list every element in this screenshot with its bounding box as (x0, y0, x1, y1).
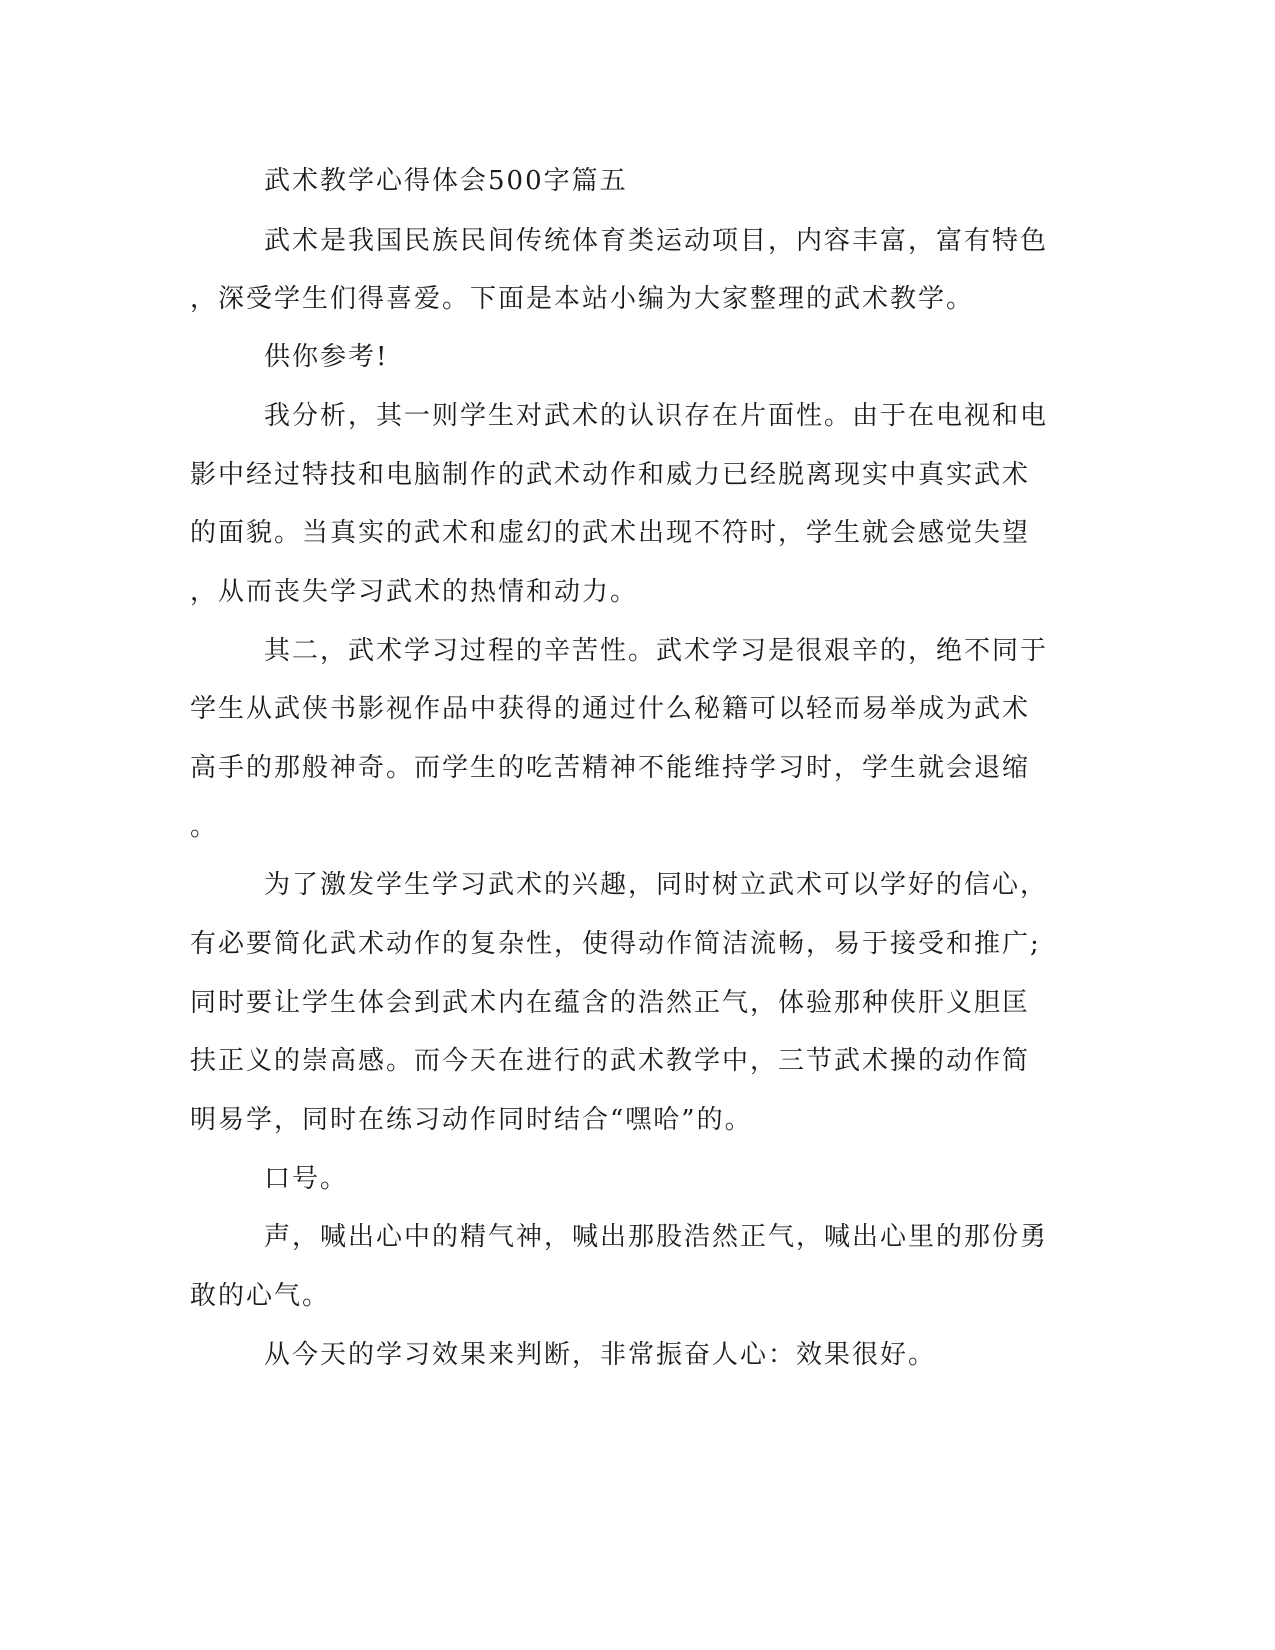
paragraph-3-line-4: ，从而丧失学习武术的热情和动力。 (190, 577, 639, 607)
paragraph-5-line-4: 扶正义的崇高感。而今天在进行的武术教学中，三节武术操的动作简 (190, 1046, 1031, 1076)
paragraph-1-line-2: ，深受学生们得喜爱。下面是本站小编为大家整理的武术教学。 (190, 284, 975, 314)
paragraph-6-line-1: 口号。 (264, 1164, 349, 1194)
paragraph-5-line-5: 明易学，同时在练习动作同时结合“嘿哈”的。 (190, 1105, 753, 1135)
paragraph-4-line-3: 高手的那般神奇。而学生的吃苦精神不能维持学习时，学生就会退缩 (190, 753, 1031, 783)
paragraph-5-line-2: 有必要简化武术动作的复杂性，使得动作简洁流畅，易于接受和推广; (190, 929, 1041, 959)
paragraph-4-line-2: 学生从武侠书影视作品中获得的通过什么秘籍可以轻而易举成为武术 (190, 694, 1031, 724)
paragraph-5-line-3: 同时要让学生体会到武术内在蕴含的浩然正气，体验那种侠肝义胆匡 (190, 988, 1031, 1018)
paragraph-5-line-1: 为了激发学生学习武术的兴趣，同时树立武术可以学好的信心， (264, 870, 1049, 900)
paragraph-4-line-1: 其二，武术学习过程的辛苦性。武术学习是很艰辛的，绝不同于 (264, 636, 1049, 666)
paragraph-8-line-1: 从今天的学习效果来判断，非常振奋人心：效果很好。 (264, 1340, 937, 1370)
paragraph-7-line-1: 声，喊出心中的精气神，喊出那股浩然正气，喊出心里的那份勇 (264, 1222, 1049, 1252)
document-title: 武术教学心得体会500字篇五 (264, 166, 628, 196)
paragraph-7-line-2: 敢的心气。 (190, 1281, 331, 1311)
paragraph-4-line-4: 。 (190, 812, 219, 842)
paragraph-2-line-1: 供你参考! (264, 342, 389, 372)
paragraph-3-line-1: 我分析，其一则学生对武术的认识存在片面性。由于在电视和电 (264, 401, 1049, 431)
paragraph-3-line-2: 影中经过特技和电脑制作的武术动作和威力已经脱离现实中真实武术 (190, 460, 1031, 490)
paragraph-3-line-3: 的面貌。当真实的武术和虚幻的武术出现不符时，学生就会感觉失望 (190, 518, 1031, 548)
paragraph-1-line-1: 武术是我国民族民间传统体育类运动项目，内容丰富，富有特色 (264, 226, 1049, 256)
